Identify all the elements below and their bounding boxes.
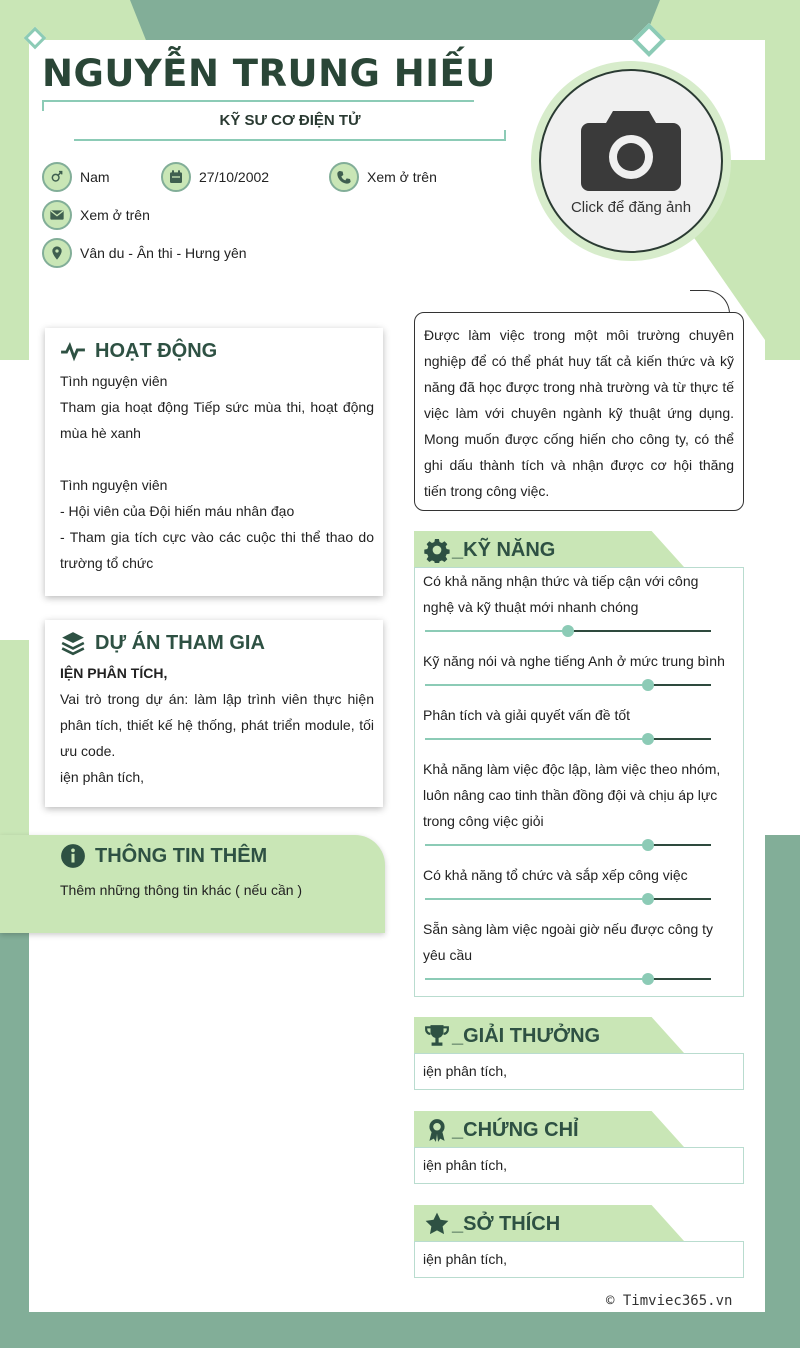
skill-level-fill bbox=[425, 738, 648, 740]
skill-level-fill bbox=[425, 844, 648, 846]
more-info-header bbox=[60, 843, 267, 869]
projects-card bbox=[45, 620, 383, 807]
skill-level-fill bbox=[425, 630, 568, 632]
more-info-heading: THÔNG TIN THÊM bbox=[60, 843, 267, 869]
project-name: IỆN PHÂN TÍCH, bbox=[60, 665, 168, 681]
skill-name[interactable]: Phân tích và giải quyết vấn đề tốt bbox=[423, 707, 631, 723]
skills-tab bbox=[414, 531, 684, 567]
skill-level-knob[interactable] bbox=[562, 625, 574, 637]
skill-level-bar[interactable] bbox=[425, 898, 711, 900]
activities-content[interactable] bbox=[60, 368, 374, 576]
activities-heading: HOẠT ĐỘNG bbox=[60, 338, 374, 364]
skill-level-bar[interactable] bbox=[425, 684, 711, 686]
more-info-panel bbox=[0, 835, 385, 933]
project-description: Vai trò trong dự án: làm lập trình viên thực hiện phân tích, thiết kế hệ thống, phát triển module, tối ưu code. bbox=[60, 691, 374, 759]
skill-level-bar[interactable] bbox=[425, 978, 711, 980]
activity-role: Tình nguyện viên bbox=[60, 477, 168, 493]
birthday-value: 27/10/2002 bbox=[199, 169, 270, 185]
camera-icon bbox=[579, 107, 683, 195]
certificates-heading: _CHỨNG CHỈ bbox=[424, 1117, 579, 1143]
skill-level-bar[interactable] bbox=[425, 844, 711, 846]
skill-level-knob[interactable] bbox=[642, 733, 654, 745]
skill-name[interactable]: Sẵn sàng làm việc ngoài giờ nếu được công ty yêu cầu bbox=[423, 921, 714, 963]
projects-content[interactable] bbox=[60, 660, 374, 790]
certificates-tab bbox=[414, 1111, 684, 1147]
photo-upload[interactable] bbox=[539, 69, 723, 253]
skill-level-fill bbox=[425, 684, 648, 686]
activity-description: Tham gia hoạt động Tiếp sức mùa thi, hoạt động mùa hè xanh bbox=[60, 399, 374, 441]
awards-heading: _GIẢI THƯỞNG bbox=[424, 1023, 600, 1049]
activity-role: Tình nguyện viên bbox=[60, 373, 168, 389]
skill-level-knob[interactable] bbox=[642, 839, 654, 851]
address-field[interactable] bbox=[42, 238, 247, 268]
gender-value: Nam bbox=[80, 169, 110, 185]
career-objective[interactable]: Được làm việc trong một môi trường chuyên nghiệp để có thể phát huy tất cả kiến thức và kỹ năng đã học được trong nhà trường và từ thực tế việc làm với chuyên ngành kỹ thuật ứng dụng. Mong muốn được cống hiến cho công ty, có thể ghi dấu thành tích và nhận được cơ hội thăng tiến trong công việc. bbox=[414, 312, 744, 511]
calendar-icon bbox=[161, 162, 191, 192]
awards-content[interactable]: iện phân tích, bbox=[414, 1053, 744, 1090]
hobbies-content[interactable]: iện phân tích, bbox=[414, 1241, 744, 1278]
skill-name[interactable]: Có khả năng nhận thức và tiếp cận với công nghệ và kỹ thuật mới nhanh chóng bbox=[423, 573, 699, 615]
candidate-name[interactable]: NGUYỄN TRUNG HIẾU bbox=[42, 52, 496, 95]
skill-level-bar[interactable] bbox=[425, 630, 711, 632]
skill-level-knob[interactable] bbox=[642, 973, 654, 985]
phone-field[interactable] bbox=[329, 162, 437, 192]
skill-level-bar[interactable] bbox=[425, 738, 711, 740]
divider bbox=[42, 100, 44, 111]
activity-description: - Tham gia tích cực vào các cuộc thi thể thao do trường tổ chức bbox=[60, 529, 374, 571]
birthday-field[interactable] bbox=[161, 162, 269, 192]
activity-description: - Hội viên của Đội hiến máu nhân đạo bbox=[60, 503, 295, 519]
divider bbox=[42, 100, 474, 102]
projects-heading: DỰ ÁN THAM GIA bbox=[60, 630, 374, 656]
info-icon bbox=[60, 843, 86, 869]
skill-level-knob[interactable] bbox=[642, 893, 654, 905]
photo-caption: Click để đăng ảnh bbox=[570, 198, 692, 216]
gender-field[interactable] bbox=[42, 162, 110, 192]
trophy-icon bbox=[424, 1023, 450, 1049]
star-icon bbox=[424, 1211, 450, 1237]
certificates-content[interactable]: iện phân tích, bbox=[414, 1147, 744, 1184]
divider bbox=[74, 139, 506, 141]
awards-tab bbox=[414, 1017, 684, 1053]
skill-level-fill bbox=[425, 978, 648, 980]
hobbies-tab bbox=[414, 1205, 684, 1241]
email-value: Xem ở trên bbox=[80, 207, 150, 223]
skills-box bbox=[414, 567, 744, 997]
skill-name[interactable]: Có khả năng tổ chức và sắp xếp công việc bbox=[423, 867, 688, 883]
gear-icon bbox=[424, 537, 450, 563]
skill-name[interactable]: Khả năng làm việc độc lập, làm việc theo nhóm, luôn nâng cao tinh thần đồng đội và chịu áp lực trong công việc giỏi bbox=[423, 761, 721, 829]
address-value: Vân du - Ân thi - Hưng yên bbox=[80, 245, 247, 261]
phone-icon bbox=[329, 162, 359, 192]
award-ribbon-icon bbox=[424, 1117, 450, 1143]
project-extra: iện phân tích, bbox=[60, 769, 145, 785]
hobbies-heading: _SỞ THÍCH bbox=[424, 1211, 560, 1237]
location-pin-icon bbox=[42, 238, 72, 268]
skill-name[interactable]: Kỹ năng nói và nghe tiếng Anh ở mức trung bình bbox=[423, 653, 725, 669]
job-title[interactable]: KỸ SƯ CƠ ĐIỆN TỬ bbox=[219, 112, 361, 129]
layers-icon bbox=[60, 630, 86, 656]
email-icon bbox=[42, 200, 72, 230]
divider bbox=[504, 130, 506, 141]
email-field[interactable] bbox=[42, 200, 150, 230]
copyright: © Timviec365.vn bbox=[606, 1293, 733, 1309]
skill-level-knob[interactable] bbox=[642, 679, 654, 691]
gender-icon bbox=[42, 162, 72, 192]
more-info-text[interactable]: Thêm những thông tin khác ( nếu cần ) bbox=[60, 882, 303, 898]
pulse-icon bbox=[60, 338, 86, 364]
phone-value: Xem ở trên bbox=[367, 169, 437, 185]
skill-level-fill bbox=[425, 898, 648, 900]
skills-heading: _KỸ NĂNG bbox=[424, 537, 555, 563]
activities-card bbox=[45, 328, 383, 596]
